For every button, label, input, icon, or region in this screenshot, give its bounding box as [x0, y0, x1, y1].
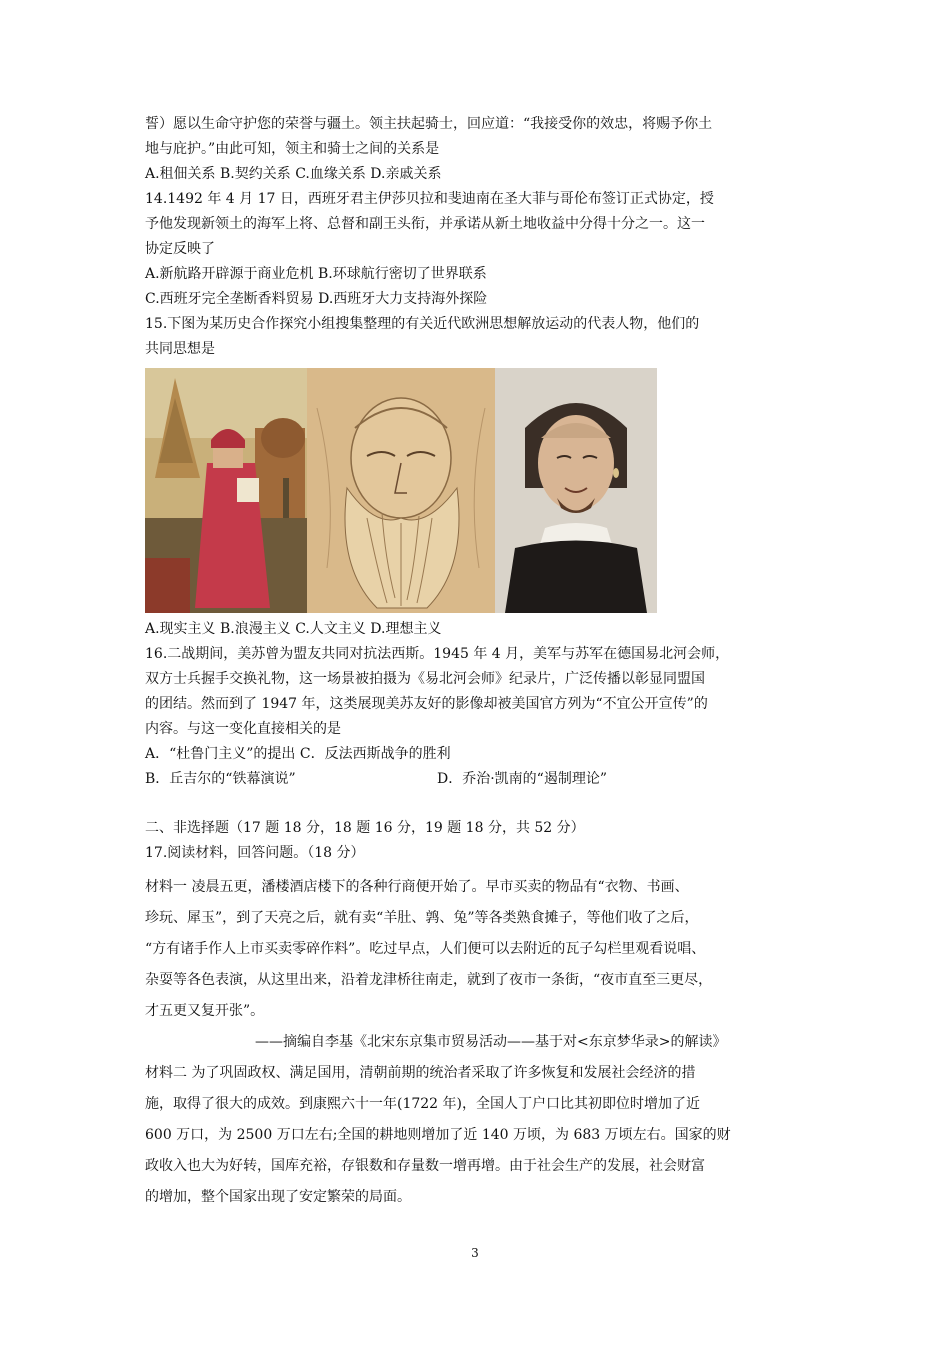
- material2-line-3: 600 万口，为 2500 万口左右;全国的耕地则增加了近 140 万顷，为 683 万顷左右。国家的财: [145, 1127, 731, 1143]
- material1-line-1: 材料一 凌晨五更，潘楼酒店楼下的各种行商便开始了。早市买卖的物品有“衣物、书画、: [145, 879, 689, 895]
- q14-options-line-1: A.新航路开辟源于商业危机 B.环球航行密切了世界联系: [145, 266, 487, 282]
- dante-portrait-image: [145, 368, 307, 613]
- q17-heading: 17.阅读材料，回答问题。（18 分）: [145, 845, 365, 861]
- q16-text-line-4: 内容。与这一变化直接相关的是: [145, 721, 341, 737]
- q16-text-line-1: 16.二战期间，美苏曾为盟友共同对抗法西斯。1945 年 4 月，美军与苏军在德国易北河会师，: [145, 646, 730, 662]
- material1-line-3: “方有诸手作人上市买卖零碎作料”。吃过早点，人们便可以去附近的瓦子勾栏里观看说唱、: [145, 941, 706, 957]
- q14-text-line-2: 予他发现新领土的海军上将、总督和副王头衔，并承诺从新土地收益中分得十分之一。这一: [145, 216, 705, 232]
- portrait-images: [145, 368, 657, 613]
- q16-text-line-2: 双方士兵握手交换礼物，这一场景被拍摄为《易北河会师》纪录片，广泛传播以彰显同盟国: [145, 671, 705, 687]
- material1-line-4: 杂耍等各色表演，从这里出来，沿着龙津桥往南走，就到了夜市一条街，“夜市直至三更尽，: [145, 972, 713, 988]
- q15-options: A.现实主义 B.浪漫主义 C.人文主义 D.理想主义: [145, 621, 442, 637]
- section2-heading: 二、非选择题（17 题 18 分，18 题 16 分，19 题 18 分，共 52 分）: [145, 820, 585, 836]
- material2-line-4: 政收入也大为好转，国库充裕，存银数和存量数一增再增。由于社会生产的发展，社会财富: [145, 1158, 705, 1174]
- material1-source: ——摘编自李基《北宋东京集市贸易活动——基于对<东京梦华录>的解读》: [255, 1034, 727, 1050]
- material2-line-2: 施，取得了很大的成效。到康熙六十一年(1722 年)，全国人丁户口比其初即位时增加了近: [145, 1096, 701, 1112]
- q16-text-line-3: 的团结。然而到了 1947 年，这类展现美苏友好的影像却被美国官方列为“不宜公开宣传”的: [145, 696, 708, 712]
- q14-text-line-3: 协定反映了: [145, 241, 215, 257]
- material2-line-5: 的增加，整个国家出现了安定繁荣的局面。: [145, 1189, 411, 1205]
- q16-option-d: D．乔治·凯南的“遏制理论”: [437, 771, 607, 787]
- page-number: 3: [471, 1246, 479, 1260]
- q16-options-a-c: A．“杜鲁门主义”的提出 C．反法西斯战争的胜利: [145, 746, 451, 762]
- material1-line-2: 珍玩、犀玉”，到了天亮之后，就有卖“羊肚、鹑、兔”等各类熟食摊子，等他们收了之后，: [145, 910, 699, 926]
- q15-text-line-1: 15.下图为某历史合作探究小组搜集整理的有关近代欧洲思想解放运动的代表人物，他们的: [145, 316, 700, 332]
- q16-options-b-d: [145, 767, 845, 792]
- shakespeare-portrait-image: [495, 368, 657, 613]
- material1-line-5: 才五更又复开张”。: [145, 1003, 265, 1019]
- q14-text-line-1: 14.1492 年 4 月 17 日，西班牙君主伊莎贝拉和斐迪南在圣大菲与哥伦布签订正式协定，授: [145, 191, 714, 207]
- q14-options-line-2: C.西班牙完全垄断香料贸易 D.西班牙大力支持海外探险: [145, 291, 488, 307]
- q16-option-b: B．丘吉尔的“铁幕演说”: [145, 771, 296, 787]
- leonardo-self-portrait-image: [307, 368, 495, 613]
- q13-text-line-2: 地与庇护。”由此可知，领主和骑士之间的关系是: [145, 141, 440, 157]
- q13-options: A.租佃关系 B.契约关系 C.血缘关系 D.亲戚关系: [145, 166, 442, 182]
- exam-page-content: [145, 112, 845, 1213]
- q13-text-line-1: 誓）愿以生命守护您的荣誉与疆土。领主扶起骑士，回应道：“我接受你的效忠，将赐予你土: [145, 116, 713, 132]
- q15-text-line-2: 共同思想是: [145, 341, 215, 357]
- material2-line-1: 材料二 为了巩固政权、满足国用，清朝前期的统治者采取了许多恢复和发展社会经济的措: [145, 1065, 696, 1081]
